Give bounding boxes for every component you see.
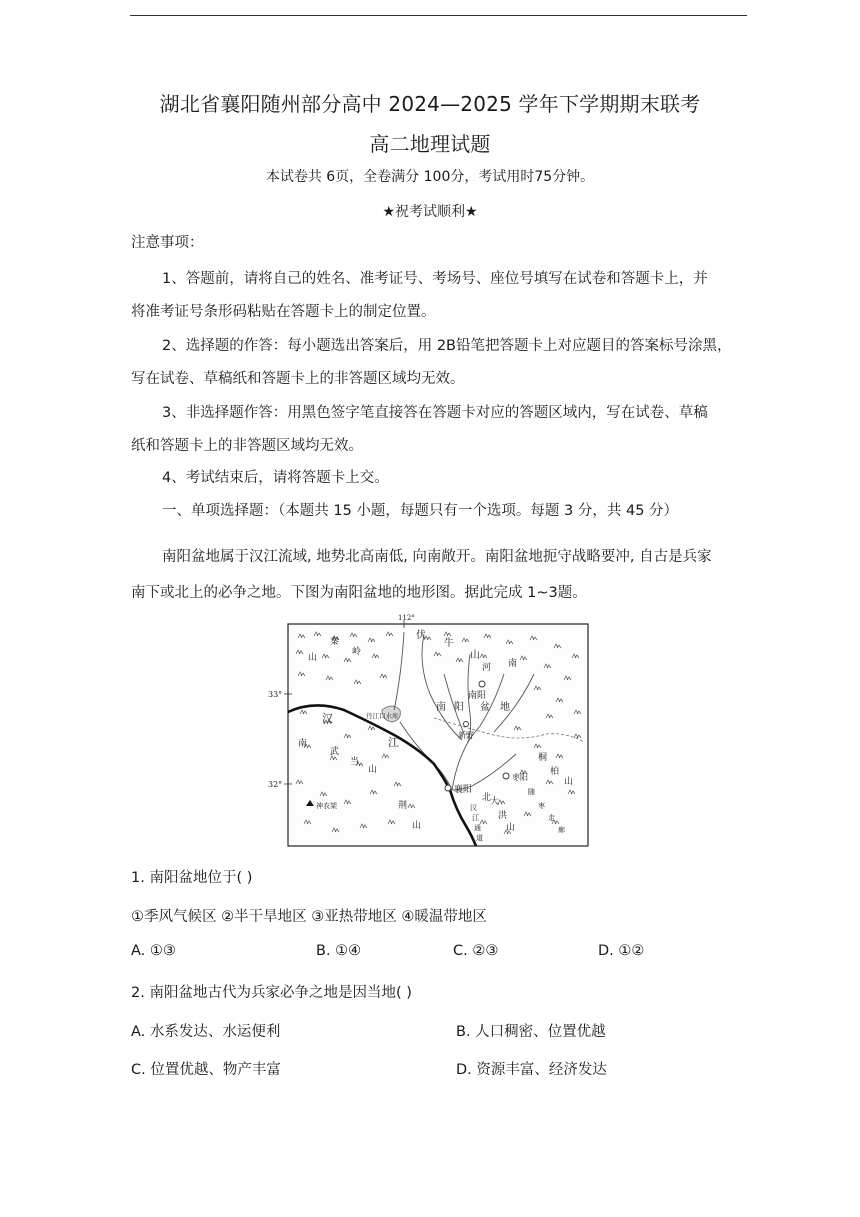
map-label: 柏 — [550, 767, 560, 777]
map-label: 阳 — [454, 702, 464, 713]
question-1-option-c[interactable]: C. ②③ — [453, 943, 499, 959]
nanyang-marker — [479, 681, 485, 687]
map-label: 牛 — [444, 638, 454, 649]
xiangyang-marker — [445, 785, 451, 791]
question-1-option-b[interactable]: B. ①④ — [316, 943, 362, 959]
xinye-marker — [464, 722, 469, 727]
map-label: 枣 — [538, 802, 545, 810]
passage-cont: 南下或北上的必争之地。下图为南阳盆地的地形图。据此完成 1~3题。 — [131, 585, 587, 601]
question-1-stem: 1. 南阳盆地位于( ) — [131, 870, 253, 886]
exam-subtitle: 高二地理试题 — [369, 132, 491, 156]
map-label: 襄阳 — [454, 785, 473, 795]
notice-item-2-cont: 写在试卷、草稿纸和答题卡上的非答题区域均无效。 — [131, 371, 465, 387]
map-label: 桐 — [538, 753, 548, 763]
map-label: 通 — [474, 824, 481, 832]
map-label: 南 — [508, 659, 518, 669]
map-label: 随 — [528, 788, 535, 796]
lon-label: 112° — [398, 614, 415, 622]
lat-33-label: 33° — [268, 690, 283, 699]
notice-heading: 注意事项： — [131, 235, 204, 251]
map-label: 盆 — [480, 702, 490, 713]
map-label: 南阳 — [468, 691, 487, 701]
map-label: 汉 — [470, 804, 477, 812]
map-label: 荆 — [398, 801, 408, 811]
map-label: 道 — [476, 834, 483, 842]
nanyang-basin-map — [268, 614, 589, 848]
map-label: 秦 — [330, 637, 340, 647]
section-heading: 一、单项选择题：（本题共 15 小题，每题只有一个选项。每题 3 分，共 45 分） — [162, 503, 679, 519]
question-1-option-a[interactable]: A. ①③ — [131, 943, 176, 959]
map-label: 山 — [506, 823, 516, 833]
map-label: 江 — [472, 814, 479, 822]
map-label: 岭 — [352, 647, 362, 657]
map-label: 洪 — [498, 811, 508, 821]
notice-item-3: 3、非选择题作答：用黑色签字笔直接答在答题卡对应的答题区域内，写在试卷、草稿 — [162, 405, 708, 421]
header-rule — [130, 15, 747, 16]
map-label: 大 — [490, 797, 500, 807]
map-label: 廊 — [558, 826, 565, 834]
map-label: 汉 — [322, 712, 333, 725]
map-label: 丹江口水库 — [366, 712, 399, 720]
lat-32-label: 32° — [268, 780, 283, 789]
passage: 南阳盆地属于汉江流域, 地势北高南低, 向南敞开。南阳盆地扼守战略要冲, 自古是兵家 — [162, 549, 712, 565]
map-label: 枣阳 — [512, 773, 528, 782]
exam-info: 本试卷共 6页，全卷满分 100分，考试用时75分钟。 — [265, 169, 595, 185]
exam-title: 湖北省襄阳随州部分高中 2024—2025 学年下学期期末联考 — [159, 92, 701, 116]
map-label: 地 — [500, 702, 510, 713]
map-label: 河 — [482, 663, 492, 673]
question-1-statements: ①季风气候区 ②半干旱地区 ③亚热带地区 ④暖温带地区 — [131, 909, 487, 925]
map-label: 山 — [368, 765, 378, 775]
notice-item-1: 1、答题前，请将自己的姓名、准考证号、考场号、座位号填写在试卷和答题卡上，并 — [162, 271, 708, 287]
notice-item-1-cont: 将准考证号条形码粘贴在答题卡上的制定位置。 — [131, 304, 436, 320]
map-label: 神农架 — [316, 802, 337, 810]
question-2-option-c[interactable]: C. 位置优越、物产丰富 — [131, 1062, 281, 1078]
notice-item-3-cont: 纸和答题卡上的非答题区域均无效。 — [131, 438, 363, 454]
map-label: 武 — [330, 747, 340, 757]
map-label: 走 — [548, 814, 555, 822]
map-label: 山 — [308, 653, 318, 663]
map-label: 山 — [412, 821, 422, 831]
map-label: 山 — [470, 650, 480, 661]
map-label: 江 — [388, 736, 399, 749]
question-2-option-a[interactable]: A. 水系发达、水运便利 — [131, 1024, 281, 1040]
notice-item-2: 2、选择题的作答：每小题选出答案后，用 2B铅笔把答题卡上对应题目的答案标号涂黑， — [162, 338, 732, 354]
exam-wish: ★祝考试顺利★ — [382, 204, 478, 220]
map-label: 山 — [564, 777, 574, 787]
question-2-stem: 2. 南阳盆地古代为兵家必争之地是因当地( ) — [131, 985, 412, 1001]
map-label: 当 — [350, 757, 360, 767]
map-label: 新野 — [458, 731, 474, 740]
notice-item-4: 4、考试结束后，请将答题卡上交。 — [162, 470, 389, 486]
question-1-option-d[interactable]: D. ①② — [598, 943, 645, 959]
map-label: 北 — [482, 793, 492, 803]
question-2-option-d[interactable]: D. 资源丰富、经济发达 — [456, 1062, 607, 1078]
question-2-option-b[interactable]: B. 人口稠密、位置优越 — [456, 1024, 606, 1040]
zaoyang-marker — [503, 773, 509, 779]
map-label: 南 — [298, 739, 308, 749]
map-label: 伏 — [416, 630, 426, 641]
map-label: 南 — [436, 702, 446, 713]
